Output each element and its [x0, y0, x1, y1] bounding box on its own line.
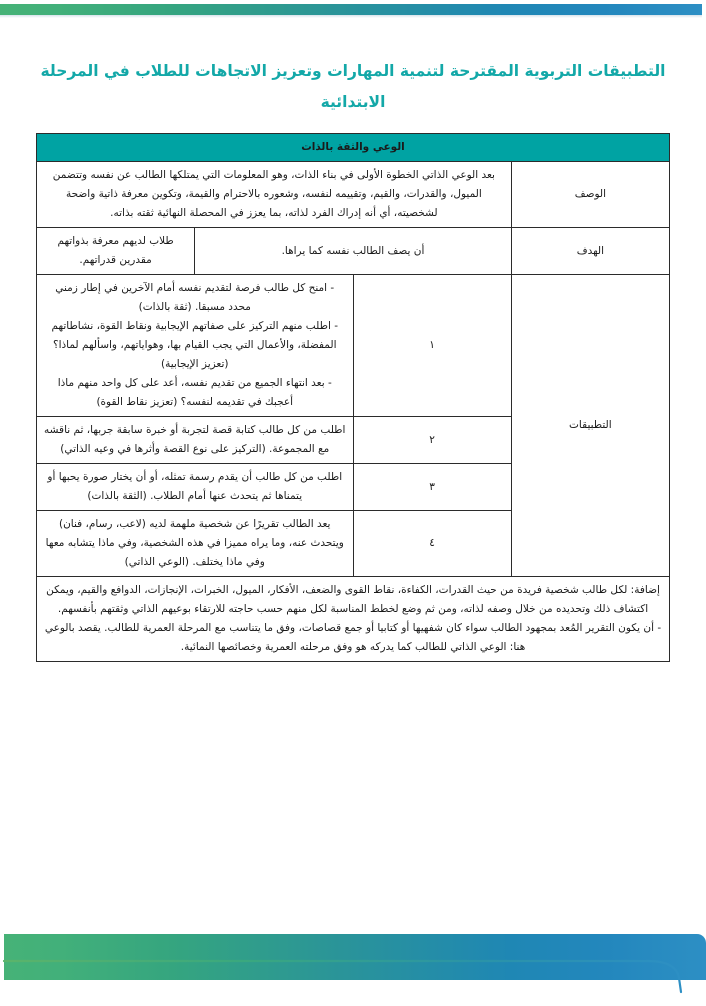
- table-header-title: الوعي والثقة بالذات: [37, 134, 670, 162]
- application-text: اطلب من كل طالب كتابة قصة لتجربة أو خبرة سابقة جربها، ثم ناقشه مع المجموعة. (التركيز على نوع القصة وأثرها في وعيه الذاتي): [37, 417, 354, 464]
- table-row-goal: [37, 228, 670, 275]
- note-paragraph: - أن يكون التقرير المُعد بمجهود الطالب سواء كان شفهيها أو كتابيا أو جمع قصاصات، وفق ما يتناسب مع المرحلة العمرية للطالب. يقصد بالوعي هنا: الوعي الذاتي للطالب كما يدركه هو وفق مرحلته العمرية وخصائصها النمائية.: [44, 622, 662, 653]
- application-text: اطلب من كل طالب أن يقدم رسمة تمثله، أو أن يختار صورة يحبها أو يتمناها ثم يتحدث عنها أمام الطلاب. (الثقة بالذات): [37, 464, 354, 511]
- page-title: التطبيقات التربوية المقترحة لتنمية المهارات وتعزيز الاتجاهات للطلاب في المرحلة الابتدائية: [40, 62, 666, 111]
- application-line: - اطلب منهم التركيز على صفاتهم الإيجابية ونقاط القوة، نشاطاتهم المفضلة، والأعمال التي يجب القيام بها، وهواياتهم، واسألهم لماذا؟ (تعزيز الإيجابية): [51, 320, 338, 370]
- top-gradient-bar: [0, 4, 702, 15]
- application-number: ٣: [353, 464, 511, 511]
- top-bar-shadow: [0, 15, 702, 18]
- description-label: الوصف: [511, 162, 669, 228]
- table-row-application-1: [37, 275, 670, 417]
- note-paragraph: إضافة: لكل طالب شخصية فريدة من حيث القدرات، الكفاءة، نقاط القوى والضعف، الأفكار، الميول، الخبرات، الإنجازات، الدوافع والقيم، ويمكن اكتشاف ذلك وتحديده من خلال وصفه لذاته، ومن ثم وضع لخطط المناسبة لكل منهم حسب حاجته للارتقاء بوعيهم الذاتي وثقتهم بأنفسهم.: [46, 584, 660, 615]
- applications-label: التطبيقات: [511, 275, 669, 577]
- goal-text: أن يصف الطالب نفسه كما يراها.: [195, 228, 512, 275]
- application-number: ٢: [353, 417, 511, 464]
- note-section: [37, 577, 670, 662]
- application-line: - بعد انتهاء الجميع من تقديم نفسه، أعد على كل واحد منهم ماذا أعجبك في تقديمه لنفسه؟ (تعزيز نقاط القوة): [57, 377, 332, 408]
- application-number: ١: [353, 275, 511, 417]
- description-text: بعد الوعي الذاتي الخطوة الأولى في بناء الذات، وهو المعلومات التي يمتلكها الطالب عن نفسه وتتضمن الميول، والقدرات، والقيم، وتقييمه لنفسه، وشعوره بالاحترام والقيمة، وتكوين معرفة ذاتية واضحة لشخصيته، أي أنه إدراك الفرد لذاته، بما يعزز في المحصلة النهائية ثقته بذاته.: [37, 162, 512, 228]
- bottom-gradient-bar: [4, 934, 706, 980]
- table-row-description: [37, 162, 670, 228]
- table-header-row: [37, 134, 670, 162]
- application-text: يعد الطالب تقريرًا عن شخصية ملهمة لديه (لاعب، رسام، فنان) ويتحدث عنه، وما يراه مميزا في هذه الشخصية، وفي ماذا يتشابه معها وفي ماذا يختلف. (الوعي الذاتي): [37, 511, 354, 577]
- table-row-note: [37, 577, 670, 662]
- outcomes-text: طلاب لديهم معرفة بذواتهم مقدرين قدراتهم.: [37, 228, 195, 275]
- application-line: - امنح كل طالب فرصة لتقديم نفسه أمام الآخرين في إطار زمني محدد مسبقا. (ثقة بالذات): [55, 282, 335, 313]
- application-text: [37, 275, 354, 417]
- application-number: ٤: [353, 511, 511, 577]
- competency-table: [36, 133, 670, 662]
- goal-label: الهدف: [511, 228, 669, 275]
